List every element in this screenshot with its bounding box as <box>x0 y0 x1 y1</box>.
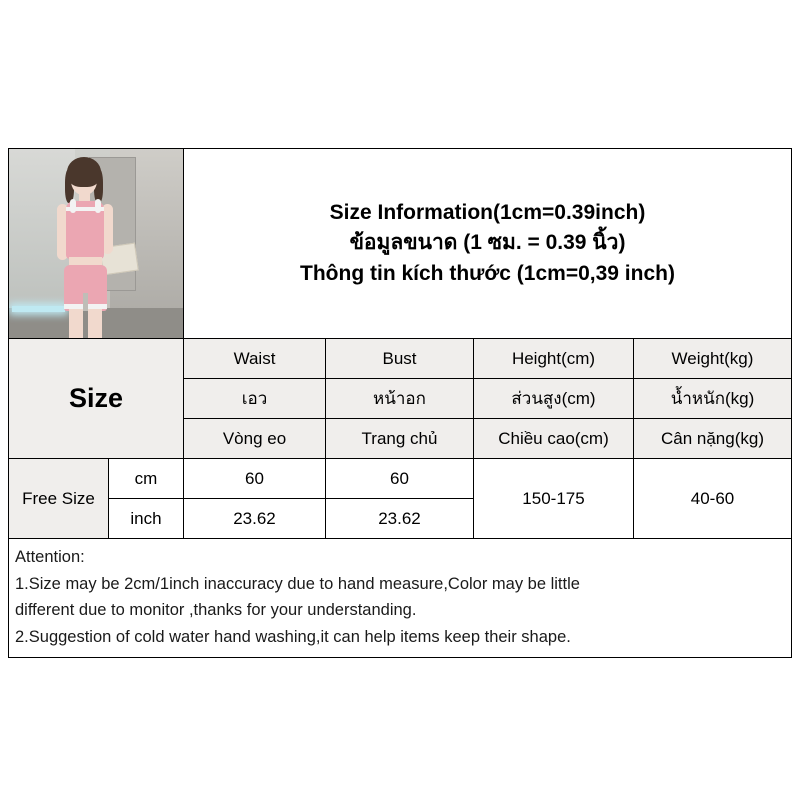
waist-inch-value: 23.62 <box>233 508 276 528</box>
attention-heading: Attention: <box>15 548 85 566</box>
chart-title-block <box>184 149 791 338</box>
column-headers <box>184 339 791 458</box>
height-th: ส่วนสูง(cm) <box>474 379 633 419</box>
column-header-weight <box>634 339 791 458</box>
height-vi: Chiều cao(cm) <box>498 428 609 448</box>
waist-vi: Vòng eo <box>222 428 287 448</box>
unit-column <box>109 459 184 538</box>
attention-line-3: 2.Suggestion of cold water hand washing,it can help items keep their shape. <box>15 628 571 647</box>
bust-cm-value: 60 <box>326 459 473 499</box>
waist-en: Waist <box>184 339 325 379</box>
waist-cm-value: 60 <box>184 459 325 499</box>
photo-light-strip <box>12 306 64 312</box>
unit-cm: cm <box>109 459 183 499</box>
column-header-bust <box>326 339 474 458</box>
attention-block <box>9 539 791 651</box>
unit-inch: inch <box>130 508 162 528</box>
size-chart <box>8 148 792 658</box>
attention-line-2: different due to monitor ,thanks for your understanding. <box>15 601 417 620</box>
model-strap-right <box>95 199 101 213</box>
bust-inch-value: 23.62 <box>378 508 421 528</box>
weight-vi: Cân nặng(kg) <box>660 428 764 448</box>
title-line-vi: Thông tin kích thước (1cm=0,39 inch) <box>300 261 675 285</box>
weight-en: Weight(kg) <box>634 339 791 379</box>
bust-vi: Trang chủ <box>361 428 438 448</box>
bust-th: หน้าอก <box>326 379 473 419</box>
model-leg-left <box>69 309 83 338</box>
height-value: 150-175 <box>474 459 634 538</box>
row-label-free-size: Free Size <box>9 459 109 538</box>
chart-header-row <box>9 149 791 339</box>
title-line-th: ข้อมูลขนาด (1 ซม. = 0.39 นิ้ว) <box>349 231 626 255</box>
column-header-waist <box>184 339 326 458</box>
weight-value: 40-60 <box>690 488 735 508</box>
weight-th: น้ำหนัก(kg) <box>634 379 791 419</box>
size-label: Size <box>9 339 184 458</box>
value-column-waist <box>184 459 326 538</box>
column-header-block <box>9 339 791 459</box>
attention-line-1: 1.Size may be 2cm/1inch inaccuracy due to hand measure,Color may be little <box>15 574 580 593</box>
height-en: Height(cm) <box>474 339 633 379</box>
model-leg-right <box>88 309 102 338</box>
table-row <box>9 459 791 539</box>
waist-th: เอว <box>184 379 325 419</box>
product-photo <box>9 149 184 338</box>
model-hair <box>67 157 101 187</box>
column-header-height <box>474 339 634 458</box>
bust-en: Bust <box>326 339 473 379</box>
model-strap-left <box>70 199 76 213</box>
title-line-en: Size Information(1cm=0.39inch) <box>329 200 646 224</box>
value-column-bust <box>326 459 474 538</box>
